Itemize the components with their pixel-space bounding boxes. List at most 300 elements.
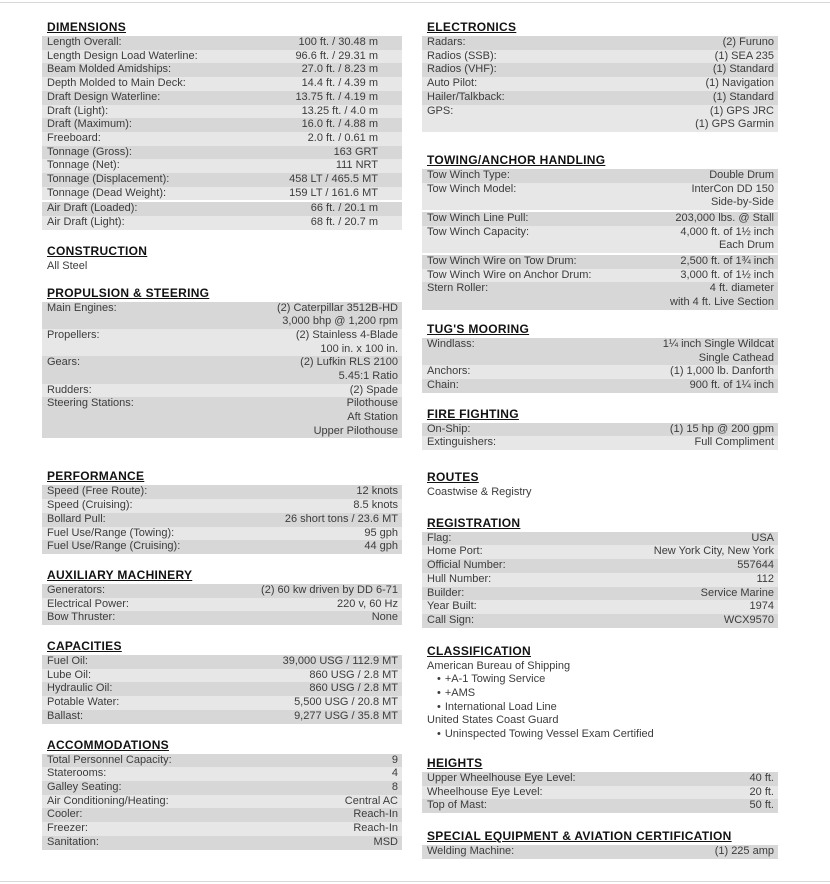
value-line: 68 ft. / 20.7 m [310,216,378,229]
spec-value [101,132,402,146]
value-line: 1974 [749,600,774,613]
spec-label: Sanitation: [47,835,99,848]
spec-value [529,226,778,253]
spec-label: Tow Winch Type: [427,168,510,181]
value-line: Full Compliment [694,436,774,449]
spec-value [506,559,778,573]
value-line: Reach-In [353,808,398,821]
spec-value [134,397,402,438]
value-line: Aft Station [347,411,398,424]
spec-value [470,365,778,379]
spec-row [422,559,778,573]
spec-value [106,767,402,781]
spec-value [115,611,402,625]
spec-value [80,356,402,383]
value-line: Double Drum [709,168,774,181]
value-line: 9 [391,753,398,766]
spec-label: Propellers: [47,328,100,341]
spec-label: Hydraulic Oil: [47,682,113,695]
value-line: 4 [391,767,398,780]
value-line: 5.45:1 Ratio [338,369,398,382]
spec-value [487,799,778,813]
spec-label: Radios (VHF): [427,63,497,76]
spec-label: Freeboard: [47,131,101,144]
spec-row [422,105,778,132]
section-electronics [422,20,778,132]
spec-label: Fuel Oil: [47,655,88,668]
value-line: (1) 1,000 lb. Danforth [670,365,774,378]
spec-value [576,772,778,786]
value-line: Single Cathead [698,351,774,364]
spec-row [42,63,402,77]
spec-label: Radios (SSB): [427,49,497,62]
section-title: CAPACITIES [47,639,122,654]
section-title: TOWING/ANCHOR HANDLING [427,152,606,167]
value-line: (1) Standard [712,90,774,103]
spec-row [42,611,402,625]
value-line: 111 NRT [335,159,378,172]
spec-row [422,255,778,269]
value-line: (2) 60 kw driven by DD 6-71 [261,583,398,596]
spec-value [169,173,402,187]
top-divider [0,2,830,3]
spec-value [491,573,778,587]
spec-row [422,545,778,559]
value-line: (2) Spade [349,383,398,396]
value-line: 27.0 ft. / 8.23 m [301,63,378,76]
spec-label: Steering Stations: [47,397,134,410]
spec-row [422,91,778,105]
spec-value [117,302,402,329]
value-line: (2) Caterpillar 3512B-HD [276,301,398,314]
spec-row [42,302,402,329]
spec-label: Home Port: [427,545,483,558]
spec-label: Lube Oil: [47,668,92,681]
spec-label: GPS: [427,104,454,117]
value-line: (1) Standard [712,63,774,76]
section-classification [422,644,778,742]
section-special-equipment [422,829,778,859]
spec-value [529,212,779,226]
spec-row [42,584,402,598]
value-line: 4,000 ft. of 1½ inch [680,225,774,238]
spec-label: Staterooms: [47,767,107,780]
section-construction [42,244,402,274]
spec-row [42,146,402,160]
section-title: CLASSIFICATION [427,643,531,658]
spec-row [42,356,402,383]
spec-value [464,587,778,601]
spec-value [488,282,778,309]
spec-label: Generators: [47,583,106,596]
spec-value [543,786,778,800]
value-line: Central AC [344,794,398,807]
spec-value [477,77,778,91]
section-fire-fighting [422,407,778,450]
spec-value [132,118,402,132]
spec-row [422,226,778,253]
value-line: 900 ft. of 1¼ inch [689,378,774,391]
value-line: (2) Lufkin RLS 2100 [300,356,398,369]
spec-row [422,532,778,546]
bullet-icon: • [437,687,441,700]
value-line: 2.0 ft. / 0.61 m [307,131,378,144]
spec-value [119,696,402,710]
list-item [422,714,778,728]
value-line: (1) GPS Garmin [695,118,774,131]
list-item [422,673,778,687]
spec-row [42,329,402,356]
section-title: FIRE FIGHTING [427,406,519,421]
section-towing-anchor-handling [422,153,778,310]
value-line: Upper Pilothouse [313,424,398,437]
spec-label: Welding Machine: [427,844,515,857]
spec-row [42,795,402,809]
section-propulsion-steering [42,286,402,439]
section-title: REGISTRATION [427,515,521,530]
spec-label: Auto Pilot: [427,77,478,90]
value-line: Each Drum [718,239,774,252]
spec-row [42,384,402,398]
spec-value [497,50,778,64]
spec-row [422,423,778,437]
spec-label: Draft (Light): [47,104,109,117]
spec-value [174,527,402,541]
section-routes [422,470,778,500]
spec-row [42,669,402,683]
spec-row [422,282,778,309]
value-line: None [371,611,398,624]
spec-row [42,105,402,119]
value-line: 96.6 ft. / 29.31 m [295,49,378,62]
spec-value [477,600,778,614]
spec-row [42,710,402,724]
value-line: 2,500 ft. of 1¾ inch [680,255,774,268]
spec-value [453,105,778,132]
list-item-text: +AMS [444,687,476,700]
spec-row [422,379,778,393]
value-line: 159 LT / 161.6 MT [289,186,378,199]
spec-row [42,216,402,230]
value-line: Reach-In [353,822,398,835]
value-line: Side-by-Side [711,196,774,209]
spec-label: Official Number: [427,559,506,572]
spec-label: Tow Winch Capacity: [427,225,530,238]
spec-row [42,485,402,499]
list-item [422,660,778,674]
spec-value [474,614,778,628]
section-registration [422,516,778,628]
spec-value [88,655,402,669]
spec-row [422,436,778,450]
section-title: AUXILIARY MACHINERY [47,567,193,582]
value-line: 860 USG / 2.8 MT [309,668,398,681]
spec-label: Draft Design Waterline: [47,90,161,103]
spec-value [147,485,402,499]
value-line: 8 [391,780,398,793]
spec-value [451,532,778,546]
spec-value [106,513,402,527]
spec-label: Year Built: [427,600,477,613]
spec-row [422,183,778,210]
section-accommodations [42,738,402,850]
spec-label: Windlass: [427,337,475,350]
spec-label: Upper Wheelhouse Eye Level: [427,771,576,784]
spec-row [422,50,778,64]
value-line: MSD [373,835,398,848]
spec-row [422,269,778,283]
spec-value [466,36,778,50]
spec-row [42,202,402,216]
spec-value [105,584,402,598]
section-title: HEIGHTS [427,755,483,770]
value-line: 8.5 knots [353,499,398,512]
spec-row [42,836,402,850]
value-line: 112 [756,572,774,585]
value-line: 12 knots [356,485,398,498]
spec-value [483,545,778,559]
value-line: 20 ft. [749,785,774,798]
spec-value [171,63,402,77]
spec-value [133,499,402,513]
spec-row [422,845,778,859]
spec-row [422,786,778,800]
spec-row [42,540,402,554]
spec-value [82,808,402,822]
list-item-text: United States Coast Guard [427,714,559,727]
spec-row [42,36,402,50]
section-performance [42,469,402,554]
spec-value [122,36,402,50]
section-capacities [42,639,402,724]
spec-value [591,269,778,283]
left-column [42,20,402,859]
spec-value [129,598,402,612]
spec-value [88,822,402,836]
spec-value [99,836,402,850]
value-line: New York City, New York [653,545,774,558]
spec-label: Total Personnel Capacity: [47,753,172,766]
spec-row [42,527,402,541]
spec-value [122,781,402,795]
spec-label: Hull Number: [427,572,492,585]
spec-row [422,799,778,813]
spec-row [422,772,778,786]
value-line: 16.0 ft. / 4.88 m [301,118,378,131]
spec-row [42,655,402,669]
value-line: 3,000 bhp @ 1,200 rpm [282,315,398,328]
spec-value [125,216,402,230]
spec-value [160,91,402,105]
value-line: 1¼ inch Single Wildcat [662,337,774,350]
spec-row [42,132,402,146]
value-line: 100 in. x 100 in. [320,342,398,355]
spec-label: Speed (Free Route): [47,485,148,498]
spec-row [42,50,402,64]
spec-row [422,36,778,50]
spec-value [169,795,402,809]
right-column [422,20,778,859]
spec-value [475,338,778,365]
spec-label: Speed (Cruising): [47,499,133,512]
value-line: 100 ft. / 30.48 m [298,36,378,48]
spec-label: Extinguishers: [427,436,497,449]
spec-value [92,384,402,398]
value-line: 4 ft. diameter [709,282,774,295]
section-title: CONSTRUCTION [47,243,148,258]
spec-value [83,710,402,724]
spec-value [137,202,402,216]
spec-row [42,696,402,710]
value-line: Pilothouse [346,397,398,410]
spec-value [505,91,778,105]
spec-row [422,169,778,183]
spec-label: Tow Winch Wire on Tow Drum: [427,255,577,268]
section-tugs-mooring [422,322,778,393]
spec-row [422,365,778,379]
spec-label: Galley Seating: [47,780,122,793]
spec-row [422,63,778,77]
spec-label: Length Overall: [47,36,122,48]
list-item [422,701,778,715]
spec-label: On-Ship: [427,422,471,435]
spec-label: Call Sign: [427,613,475,626]
section-heights [422,756,778,813]
value-line: (1) GPS JRC [709,104,774,117]
value-line: 557644 [737,559,774,572]
spec-label: Length Design Load Waterline: [47,49,198,62]
bullet-icon: • [437,700,441,713]
value-line: 44 gph [364,540,398,553]
spec-label: Bollard Pull: [47,512,106,525]
spec-row [422,212,778,226]
spec-row [422,600,778,614]
value-line: 860 USG / 2.8 MT [309,682,398,695]
spec-row [42,808,402,822]
spec-value [180,540,402,554]
spec-value [108,105,402,119]
value-line: (1) SEA 235 [714,49,774,62]
section-title: DIMENSIONS [47,20,127,34]
spec-value [120,159,402,173]
value-line: WCX9570 [723,613,774,626]
list-item [422,728,778,742]
spec-row [42,91,402,105]
spec-row [42,513,402,527]
spec-row [422,573,778,587]
spec-label: Hailer/Talkback: [427,90,505,103]
spec-label: Rudders: [47,383,92,396]
spec-label: Draft (Maximum): [47,118,132,131]
value-line: 13.75 ft. / 4.19 m [295,90,378,103]
spec-label: Chain: [427,378,459,391]
list-item-text: American Bureau of Shipping [427,659,571,672]
spec-value [514,845,778,859]
spec-label: Fuel Use/Range (Cruising): [47,540,181,553]
spec-label: Radars: [427,36,466,48]
spec-label: Depth Molded to Main Deck: [47,77,186,90]
list-item-text: Uninspected Towing Vessel Exam Certified [444,728,654,741]
spec-label: Flag: [427,531,452,544]
spec-row [42,187,402,201]
value-line: 50 ft. [749,799,774,812]
spec-label: Bow Thruster: [47,611,116,624]
spec-label: Potable Water: [47,696,120,709]
spec-label: Air Draft (Light): [47,216,125,229]
spec-value [577,255,778,269]
list-item-text: +A-1 Towing Service [444,673,546,686]
spec-row [422,338,778,365]
value-line: 9,277 USG / 35.8 MT [294,709,398,722]
spec-row [42,767,402,781]
spec-row [42,754,402,768]
spec-label: Tow Winch Line Pull: [427,211,529,224]
value-line: 163 GRT [333,145,378,158]
value-line: 203,000 lbs. @ Stall [675,211,774,224]
spec-row [42,173,402,187]
bottom-divider [0,881,830,882]
spec-row [42,499,402,513]
spec-value [459,379,778,393]
spec-row [42,598,402,612]
spec-label: Builder: [427,586,465,599]
spec-label: Anchors: [427,365,471,378]
spec-label: Top of Mast: [427,799,487,812]
spec-label: Freezer: [47,822,88,835]
value-line: 220 v, 60 Hz [337,597,398,610]
spec-row [42,397,402,438]
section-title: SPECIAL EQUIPMENT & AVIATION CERTIFICATION [427,828,732,843]
list-item-text: International Load Line [444,700,557,713]
spec-value [510,169,778,183]
spec-label: Gears: [47,356,81,369]
value-line: (1) 225 amp [714,844,774,857]
spec-value [186,77,402,91]
value-line: (2) Furuno [722,36,774,48]
value-line: 95 gph [364,526,398,539]
spec-value [166,187,402,201]
spec-row [42,159,402,173]
section-title: TUG'S MOORING [427,321,530,336]
text-line: All Steel [47,259,88,272]
spec-row [422,614,778,628]
section-auxiliary-machinery [42,568,402,625]
spec-label: Tow Winch Wire on Anchor Drum: [427,268,592,281]
section-dimensions [42,20,402,230]
spec-value [132,146,402,160]
value-line: Service Marine [700,586,774,599]
bullet-icon: • [437,728,441,741]
bullet-icon: • [437,673,441,686]
spec-value [470,423,778,437]
spec-label: Tonnage (Net): [47,159,120,172]
spec-label: Beam Molded Amidships: [47,63,172,76]
value-line: USA [751,531,774,544]
value-line: 66 ft. / 20.1 m [310,202,378,215]
spec-label: Tonnage (Displacement): [47,173,170,186]
spec-label: Tonnage (Dead Weight): [47,186,167,199]
value-line: (1) 15 hp @ 200 gpm [669,422,774,435]
spec-value [516,183,778,210]
section-title: ACCOMMODATIONS [47,737,169,752]
list-item [422,687,778,701]
spec-value [198,50,402,64]
spec-value [100,329,402,356]
spec-row [422,587,778,601]
value-line: 3,000 ft. of 1½ inch [680,268,774,281]
value-line: InterCon DD 150 [691,182,774,195]
value-line: (1) Navigation [705,77,774,90]
